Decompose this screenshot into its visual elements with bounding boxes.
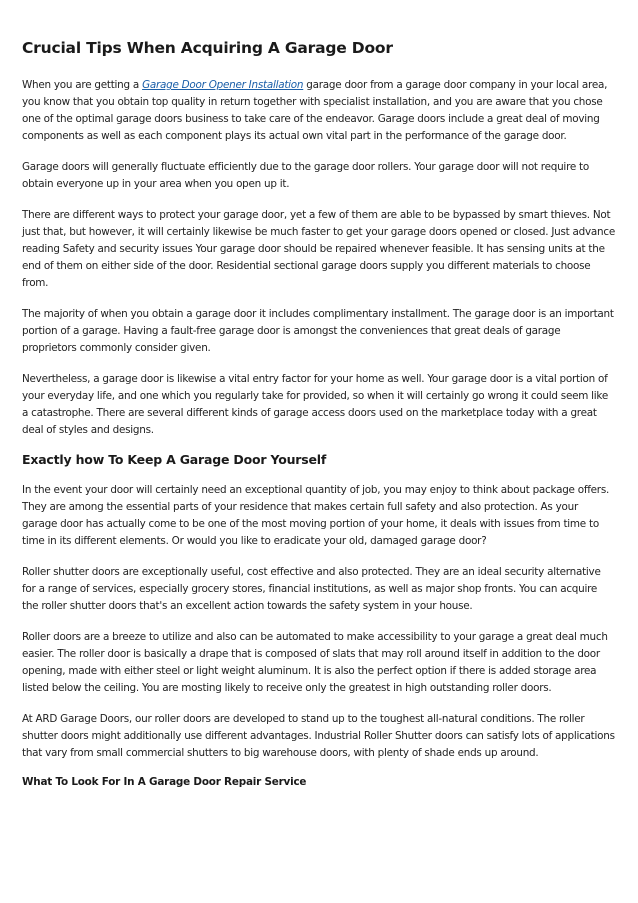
body-paragraph: Roller shutter doors are exceptionally useful, cost effective and also protected. They are an ideal security alternative for a range of services, especially grocery stores, financial institutions, as well as major shop fronts. You can acquire the roller shutter doors that's an excellent action towards the safety system in your house. — [22, 566, 601, 613]
body-paragraph: Garage doors will generally fluctuate efficiently due to the garage door rollers. Your garage door will not require to obtain everyone up in your area when you open up it. — [22, 161, 589, 191]
body-paragraph: The majority of when you obtain a garage door it includes complimentary installment. The garage door is an important portion of a garage. Having a fault-free garage door is amongst the conveniences that great deals of garage proprietors commonly consider given. — [22, 308, 614, 355]
intro-text-after: garage door from a garage door company in your local area, you know that you obtain top quality in return together with specialist installation, and you are aware that you chose one of the optimal garage doors business to take care of the endeavor. Garage doors include a great deal of moving components as well as each component plays its actual own vital part in the performance of the garage door. — [22, 79, 608, 143]
garage-door-opener-installation-link[interactable]: Garage Door Opener Installation — [142, 79, 304, 92]
body-paragraph: Roller doors are a breeze to utilize and also can be automated to make accessibility to your garage a great deal much easier. The roller door is basically a drape that is composed of slats that may roll around itself in addition to the door opening, made with either steel or light weight aluminum. It is also the perfect option if there is added storage area listed below the ceiling. You are mosting likely to receive only the greatest in high outstanding roller doors. — [22, 631, 608, 695]
body-paragraph: At ARD Garage Doors, our roller doors are developed to stand up to the toughest all-natural conditions. The roller shutter doors might additionally use different advantages. Industrial Roller Shutter doors can satisfy lots of applications that vary from small commercial shutters to big warehouse doors, with plenty of shade ends up around. — [22, 713, 615, 760]
section-heading: Exactly how To Keep A Garage Door Yourself — [22, 452, 327, 468]
body-paragraph: There are different ways to protect your garage door, yet a few of them are able to be bypassed by smart thieves. Not just that, but however, it will certainly likewise be much faster to get your garage doors opened or closed. Just advance reading Safety and security issues Your garage door should be repaired whenever feasible. It has sensing units at the end of them on either side of the door. Residential sectional garage doors supply you different materials to choose from. — [22, 209, 615, 290]
subsection-heading: What To Look For In A Garage Door Repair Service — [22, 776, 307, 789]
body-paragraph: In the event your door will certainly need an exceptional quantity of job, you may enjoy to think about package offers. They are among the essential parts of your residence that makes certain full safety and also protection. As your garage door has actually come to be one of the most moving portion of your home, it deals with issues from time to time in its different elements. Or would you like to eradicate your old, damaged garage door? — [22, 484, 610, 548]
article-title: Crucial Tips When Acquiring A Garage Door — [22, 39, 393, 57]
body-paragraph: Nevertheless, a garage door is likewise a vital entry factor for your home as well. Your garage door is a vital portion of your everyday life, and one which you regularly take for provided, so when it will certainly go wrong it could seem like a catastrophe. There are several different kinds of garage access doors used on the marketplace today with a great deal of styles and designs. — [22, 373, 608, 437]
intro-paragraph — [22, 77, 616, 145]
intro-text-before: When you are getting a — [22, 79, 143, 92]
